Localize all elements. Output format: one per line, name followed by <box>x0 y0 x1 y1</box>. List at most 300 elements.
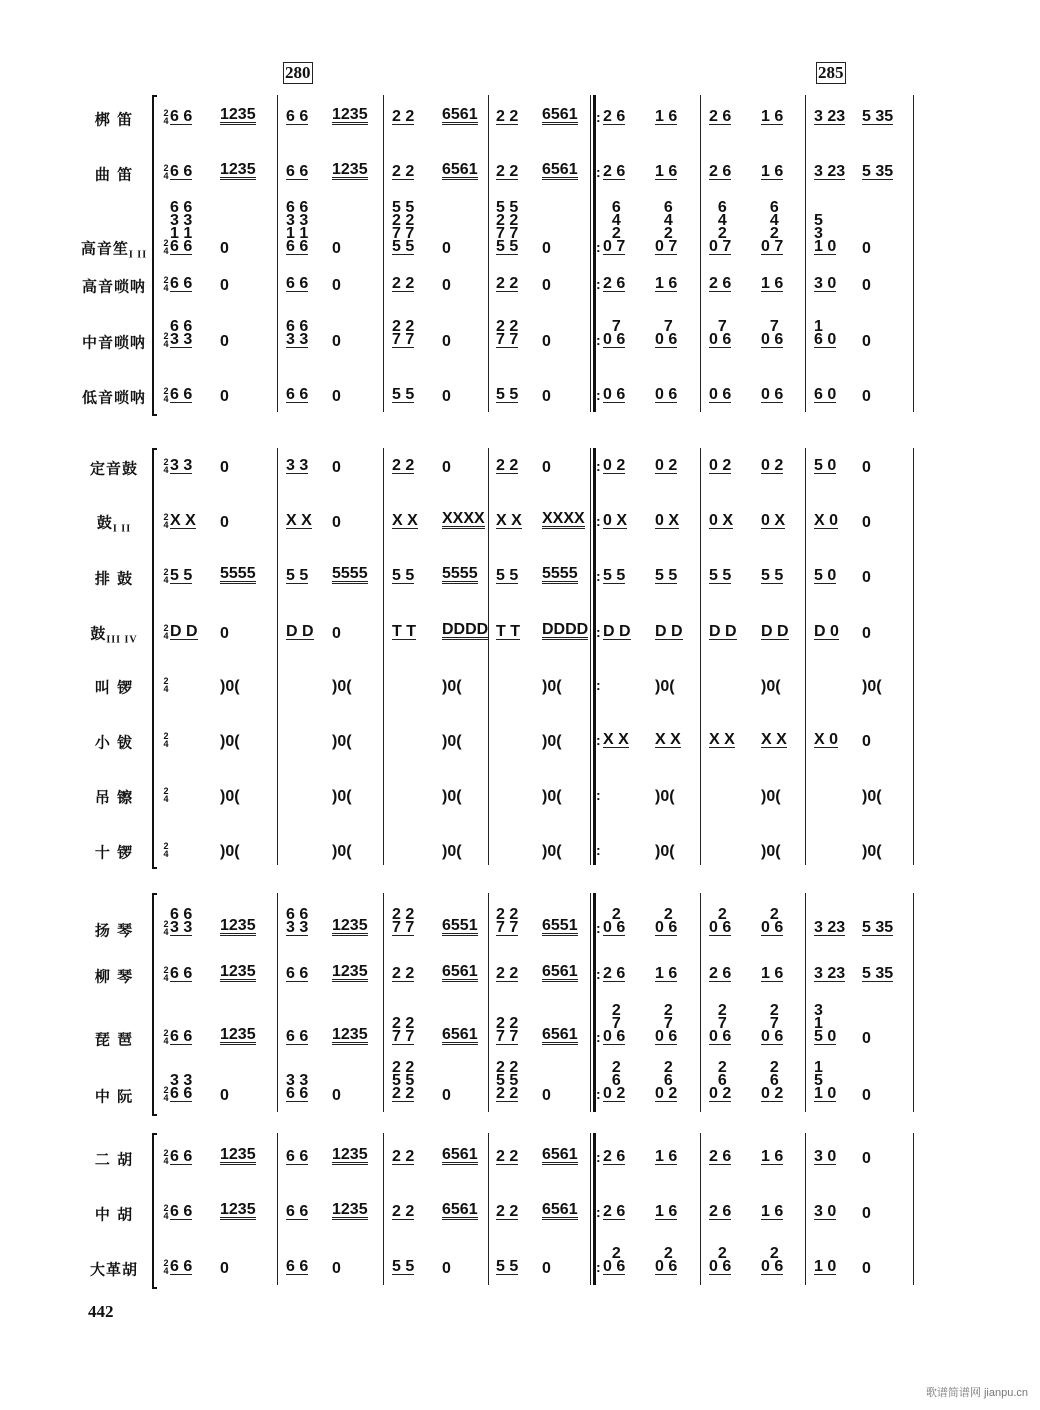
note-beat: 1 6 <box>761 965 784 982</box>
note-beat: 5 5 2 2 7 7 5 5 <box>496 199 519 255</box>
note-beat: 5 5 <box>392 567 415 584</box>
time-signature-top: 2 <box>163 731 169 741</box>
instrument-name: 柳 琴 <box>94 967 134 986</box>
time-signature-top: 2 <box>163 919 169 929</box>
note-beat: 0 X <box>709 512 734 529</box>
time-signature-top: 2 <box>163 786 169 796</box>
note-beat: 5 5 <box>496 386 519 403</box>
note-beat: 3 3 6 6 <box>170 1072 193 1102</box>
time-signature-top: 2 <box>163 1148 169 1158</box>
note-beat: )0( <box>220 843 240 860</box>
instrument-label <box>78 512 150 535</box>
note-beat: 5 3 1 0 <box>814 212 837 255</box>
note-beat: 5 0 <box>814 567 837 584</box>
note-beat: 6561 <box>442 1201 478 1218</box>
note-beat: 0 6 <box>655 386 678 403</box>
note-beat: 0 <box>332 240 341 257</box>
note-beat: )0( <box>655 788 675 805</box>
time-signature <box>162 109 170 125</box>
note-beat: 5555 <box>542 565 578 582</box>
time-signature-bottom: 4 <box>163 171 169 181</box>
note-beat: 6561 <box>542 1201 578 1218</box>
note-beat: 2 6 <box>709 163 732 180</box>
note-beat: 0 <box>542 388 551 405</box>
time-signature-bottom: 4 <box>163 973 169 983</box>
note-beat: )0( <box>332 788 352 805</box>
note-beat: 6 4 2 0 7 <box>709 199 732 255</box>
note-beat: X 0 <box>814 512 839 529</box>
note-beat: 1 6 <box>761 163 784 180</box>
note-beat: 5555 <box>332 565 368 582</box>
barline <box>913 95 914 412</box>
note-beat: 0 <box>332 1260 341 1277</box>
barline <box>913 448 914 865</box>
time-signature-top: 2 <box>163 108 169 118</box>
note-beat: 1 6 <box>655 275 678 292</box>
instrument-label <box>78 623 150 646</box>
instrument-label <box>78 109 150 130</box>
note-beat: )0( <box>442 733 462 750</box>
note-beat: 3 23 <box>814 919 846 936</box>
rehearsal-mark-280: 280 <box>285 63 311 82</box>
note-beat: 7 0 6 <box>761 318 784 348</box>
time-signature-bottom: 4 <box>163 246 169 256</box>
note-beat: 1235 <box>332 963 368 980</box>
time-signature-top: 2 <box>163 386 169 396</box>
instrument-part-numbers: I II <box>128 249 148 261</box>
instrument-label <box>78 1204 150 1225</box>
note-beat: 0 <box>862 388 871 405</box>
instrument-name: 低音唢呐 <box>81 388 146 407</box>
note-beat: 2 0 6 <box>761 906 784 936</box>
repeat-dots: : <box>596 332 601 348</box>
note-beat: 0 <box>332 625 341 642</box>
instrument-name: 中 胡 <box>94 1205 134 1224</box>
instrument-label <box>78 1259 150 1280</box>
note-beat: 5 35 <box>862 965 894 982</box>
note-beat: 0 <box>442 277 451 294</box>
note-beat: 3 0 <box>814 275 837 292</box>
note-beat: 1235 <box>332 1026 368 1043</box>
instrument-name: 中音唢呐 <box>81 333 146 352</box>
time-signature-top: 2 <box>163 512 169 522</box>
note-beat: )0( <box>542 788 562 805</box>
note-beat: 2 2 <box>392 1203 415 1220</box>
note-beat: 3 3 <box>170 457 193 474</box>
note-beat: X X <box>170 512 196 529</box>
instrument-label <box>78 332 150 353</box>
instrument-label <box>78 842 150 863</box>
repeat-dots: : <box>596 1204 601 1220</box>
time-signature-bottom: 4 <box>163 1036 169 1046</box>
time-signature-top: 2 <box>163 1203 169 1213</box>
note-beat: 2 2 7 7 <box>392 906 415 936</box>
note-beat: 2 2 <box>496 1148 519 1165</box>
note-beat: 2 6 <box>603 108 626 125</box>
repeat-dots: : <box>596 239 601 255</box>
time-signature-bottom: 4 <box>163 739 169 749</box>
barline <box>277 448 278 865</box>
note-beat: 0 <box>220 333 229 350</box>
note-beat: 2 2 <box>496 275 519 292</box>
note-beat: 0 <box>332 277 341 294</box>
note-beat: 6 6 <box>170 1028 193 1045</box>
time-signature <box>162 966 170 982</box>
time-signature <box>162 458 170 474</box>
time-signature-bottom: 4 <box>163 575 169 585</box>
note-beat: D 0 <box>814 623 839 640</box>
note-beat: 0 <box>862 1205 871 1222</box>
note-beat: 0 <box>862 1030 871 1047</box>
time-signature-bottom: 4 <box>163 1211 169 1221</box>
note-beat: 0 2 <box>761 457 784 474</box>
repeat-dots: : <box>596 568 601 584</box>
note-beat: X X <box>655 731 681 748</box>
note-beat: 1 6 <box>761 1203 784 1220</box>
note-beat: )0( <box>442 788 462 805</box>
time-signature-bottom: 4 <box>163 465 169 475</box>
note-beat: 6 6 3 3 <box>170 318 193 348</box>
note-beat: 2 0 6 <box>603 906 626 936</box>
note-beat: 6 6 <box>286 965 309 982</box>
repeat-dots: : <box>596 513 601 529</box>
time-signature <box>162 513 170 529</box>
repeat-dots: : <box>596 387 601 403</box>
time-signature <box>162 1086 170 1102</box>
note-beat: 6 4 2 0 7 <box>603 199 626 255</box>
note-beat: 1 6 <box>655 163 678 180</box>
repeat-dots: : <box>596 787 601 803</box>
note-beat: 0 <box>332 459 341 476</box>
time-signature <box>162 239 170 255</box>
note-beat: 0 <box>220 459 229 476</box>
time-signature <box>162 1149 170 1165</box>
instrument-name: 叫 锣 <box>94 678 134 697</box>
note-beat: 6 6 <box>286 1028 309 1045</box>
note-beat: 5 5 <box>392 386 415 403</box>
note-beat: 2 2 <box>392 457 415 474</box>
instrument-label <box>78 276 150 297</box>
note-beat: 1 6 <box>761 1148 784 1165</box>
note-beat: 0 6 <box>709 386 732 403</box>
time-signature <box>162 732 170 748</box>
note-beat: 5 5 <box>603 567 626 584</box>
time-signature <box>162 387 170 403</box>
note-beat: 6 6 <box>286 386 309 403</box>
note-beat: 6 6 <box>286 275 309 292</box>
note-beat: 5 5 <box>761 567 784 584</box>
note-beat: D D <box>170 623 198 640</box>
note-beat: 1235 <box>220 917 256 934</box>
note-beat: D D <box>761 623 789 640</box>
note-beat: )0( <box>655 678 675 695</box>
barline <box>913 893 914 1112</box>
note-beat: )0( <box>332 678 352 695</box>
barline <box>805 1133 806 1285</box>
instrument-label <box>78 1029 150 1050</box>
note-beat: 0 <box>862 1150 871 1167</box>
instrument-part-numbers: III IV <box>106 634 138 646</box>
note-beat: 6 0 <box>814 386 837 403</box>
note-beat: 5 5 <box>655 567 678 584</box>
time-signature <box>162 164 170 180</box>
note-beat: XXXX <box>542 510 585 527</box>
instrument-name: 琵 琶 <box>94 1030 134 1049</box>
note-beat: 2 0 6 <box>655 1245 678 1275</box>
note-beat: 6 6 <box>286 1203 309 1220</box>
repeat-dots: : <box>596 732 601 748</box>
note-beat: 2 2 7 7 <box>496 906 519 936</box>
repeat-dots: : <box>596 1259 601 1275</box>
note-beat: D D <box>603 623 631 640</box>
time-signature-bottom: 4 <box>163 794 169 804</box>
note-beat: 2 0 6 <box>709 1245 732 1275</box>
note-beat: 3 23 <box>814 163 846 180</box>
note-beat: 5 0 <box>814 457 837 474</box>
note-beat: 0 X <box>603 512 628 529</box>
note-beat: 0 <box>542 459 551 476</box>
note-beat: 0 <box>220 1087 229 1104</box>
note-beat: 0 <box>862 733 871 750</box>
note-beat: 0 <box>542 240 551 257</box>
barline <box>277 95 278 412</box>
note-beat: 6551 <box>542 917 578 934</box>
time-signature-top: 2 <box>163 238 169 248</box>
note-beat: 2 6 <box>603 1148 626 1165</box>
note-beat: 0 2 <box>655 457 678 474</box>
repeat-dots: : <box>596 624 601 640</box>
note-beat: 0 <box>442 388 451 405</box>
note-beat: )0( <box>332 733 352 750</box>
note-beat: DDDD <box>542 621 589 638</box>
note-beat: 0 <box>332 1087 341 1104</box>
note-beat: 2 2 7 7 <box>496 318 519 348</box>
note-beat: 3 0 <box>814 1203 837 1220</box>
note-beat: 0 <box>862 1260 871 1277</box>
note-beat: 5555 <box>220 565 256 582</box>
note-beat: 1 5 1 0 <box>814 1059 837 1102</box>
barline <box>700 95 701 412</box>
note-beat: )0( <box>862 678 882 695</box>
note-beat: 6 4 2 0 7 <box>761 199 784 255</box>
time-signature-top: 2 <box>163 841 169 851</box>
note-beat: )0( <box>862 788 882 805</box>
time-signature-top: 2 <box>163 965 169 975</box>
repeat-dots: : <box>596 109 601 125</box>
note-beat: 3 23 <box>814 965 846 982</box>
barline <box>700 893 701 1112</box>
barline <box>700 448 701 865</box>
time-signature-bottom: 4 <box>163 283 169 293</box>
barline <box>805 448 806 865</box>
note-beat: 1 6 <box>655 1203 678 1220</box>
note-beat: 0 <box>220 1260 229 1277</box>
note-beat: 1235 <box>220 1146 256 1163</box>
note-beat: 2 0 6 <box>709 906 732 936</box>
note-beat: 5 35 <box>862 919 894 936</box>
time-signature-bottom: 4 <box>163 849 169 859</box>
note-beat: 0 <box>862 569 871 586</box>
note-beat: 6 6 3 3 1 1 6 6 <box>170 199 193 255</box>
note-beat: 2 2 <box>496 965 519 982</box>
note-beat: 2 2 <box>392 275 415 292</box>
instrument-part-numbers: I II <box>112 523 132 535</box>
note-beat: 2 6 <box>603 163 626 180</box>
time-signature <box>162 1204 170 1220</box>
note-beat: 2 2 5 5 2 2 <box>392 1059 415 1102</box>
time-signature-bottom: 4 <box>163 1093 169 1103</box>
note-beat: 1235 <box>332 1201 368 1218</box>
note-beat: 2 2 <box>496 163 519 180</box>
instrument-name: 二 胡 <box>94 1150 134 1169</box>
instrument-name: 扬 琴 <box>94 921 134 940</box>
note-beat: 6561 <box>442 106 478 123</box>
instrument-label <box>78 387 150 408</box>
note-beat: 2 7 0 6 <box>709 1002 732 1045</box>
note-beat: 0 2 <box>603 457 626 474</box>
group-bracket <box>152 893 157 1116</box>
time-signature-bottom: 4 <box>163 1266 169 1276</box>
note-beat: 0 <box>862 625 871 642</box>
note-beat: D D <box>286 623 314 640</box>
note-beat: 2 2 7 7 <box>496 1015 519 1045</box>
note-beat: 2 2 7 7 <box>392 1015 415 1045</box>
note-beat: 1235 <box>220 1201 256 1218</box>
instrument-label <box>78 732 150 753</box>
note-beat: )0( <box>655 843 675 860</box>
note-beat: 6551 <box>442 917 478 934</box>
note-beat: 6561 <box>442 963 478 980</box>
instrument-name: 梆 笛 <box>94 110 134 129</box>
group-bracket <box>152 95 157 416</box>
note-beat: 2 6 <box>603 1203 626 1220</box>
instrument-name: 吊 镲 <box>94 788 134 807</box>
note-beat: 0 <box>442 333 451 350</box>
note-beat: 5 5 <box>709 567 732 584</box>
note-beat: 0 6 <box>603 386 626 403</box>
note-beat: 0 6 <box>761 386 784 403</box>
note-beat: 1 6 <box>655 965 678 982</box>
time-signature <box>162 677 170 693</box>
instrument-name: 十 锣 <box>94 843 134 862</box>
note-beat: 1 6 <box>655 1148 678 1165</box>
time-signature <box>162 276 170 292</box>
note-beat: 0 2 <box>709 457 732 474</box>
instrument-name: 高音唢呐 <box>81 277 146 296</box>
note-beat: 5555 <box>442 565 478 582</box>
instrument-label <box>78 164 150 185</box>
time-signature-top: 2 <box>163 457 169 467</box>
instrument-label <box>78 1086 150 1107</box>
note-beat: )0( <box>220 733 240 750</box>
note-beat: 0 <box>332 388 341 405</box>
note-beat: D D <box>709 623 737 640</box>
note-beat: 0 <box>220 388 229 405</box>
barline <box>913 1133 914 1285</box>
barline <box>383 95 384 412</box>
note-beat: 0 <box>862 277 871 294</box>
note-beat: 1 6 0 <box>814 318 837 348</box>
repeat-dots: : <box>596 1086 601 1102</box>
time-signature-top: 2 <box>163 1085 169 1095</box>
watermark: 歌谱简谱网 jianpu.cn <box>925 1387 1028 1399</box>
note-beat: 2 2 5 5 2 2 <box>496 1059 519 1102</box>
note-beat: 3 0 <box>814 1148 837 1165</box>
instrument-label <box>78 920 150 941</box>
time-signature-top: 2 <box>163 163 169 173</box>
note-beat: 2 0 6 <box>655 906 678 936</box>
time-signature-bottom: 4 <box>163 927 169 937</box>
note-beat: 0 <box>862 333 871 350</box>
note-beat: 1 6 <box>655 108 678 125</box>
barline <box>277 893 278 1112</box>
note-beat: 2 2 <box>496 1203 519 1220</box>
instrument-name: 排 鼓 <box>94 569 134 588</box>
note-beat: 1235 <box>332 917 368 934</box>
instrument-label <box>78 966 150 987</box>
note-beat: 0 <box>542 333 551 350</box>
note-beat: 2 6 <box>709 1203 732 1220</box>
note-beat: 1235 <box>332 161 368 178</box>
note-beat: 1235 <box>220 161 256 178</box>
time-signature-bottom: 4 <box>163 116 169 126</box>
note-beat: 2 2 <box>392 965 415 982</box>
note-beat: 2 2 7 7 <box>392 318 415 348</box>
note-beat: 5 5 <box>286 567 309 584</box>
note-beat: 2 6 <box>603 965 626 982</box>
instrument-name: 大革胡 <box>89 1260 138 1279</box>
barline <box>383 1133 384 1285</box>
note-beat: )0( <box>220 788 240 805</box>
note-beat: 1235 <box>220 106 256 123</box>
note-beat: )0( <box>332 843 352 860</box>
note-beat: 2 2 <box>496 457 519 474</box>
note-beat: 6561 <box>442 1026 478 1043</box>
note-beat: 2 7 0 6 <box>603 1002 626 1045</box>
barline <box>488 95 489 412</box>
note-beat: 0 <box>442 1260 451 1277</box>
note-beat: 5 5 2 2 7 7 5 5 <box>392 199 415 255</box>
note-beat: X X <box>709 731 735 748</box>
note-beat: X X <box>286 512 312 529</box>
note-beat: 0 <box>332 333 341 350</box>
group-bracket <box>152 1133 157 1289</box>
note-beat: 1235 <box>220 963 256 980</box>
note-beat: 6 6 3 3 <box>286 318 309 348</box>
note-beat: X X <box>392 512 418 529</box>
repeat-dots: : <box>596 920 601 936</box>
note-beat: 0 <box>862 1087 871 1104</box>
time-signature-bottom: 4 <box>163 520 169 530</box>
note-beat: )0( <box>542 733 562 750</box>
note-beat: T T <box>496 623 520 640</box>
note-beat: 2 6 0 2 <box>655 1059 678 1102</box>
note-beat: 0 X <box>761 512 786 529</box>
time-signature-bottom: 4 <box>163 631 169 641</box>
note-beat: 0 <box>332 514 341 531</box>
group-bracket <box>152 448 157 869</box>
instrument-label <box>78 568 150 589</box>
note-beat: 2 6 0 2 <box>603 1059 626 1102</box>
note-beat: D D <box>655 623 683 640</box>
note-beat: )0( <box>442 678 462 695</box>
time-signature-top: 2 <box>163 676 169 686</box>
time-signature <box>162 332 170 348</box>
repeat-dots: : <box>596 966 601 982</box>
repeat-dots: : <box>596 1029 601 1045</box>
time-signature-top: 2 <box>163 623 169 633</box>
note-beat: 2 6 0 2 <box>761 1059 784 1102</box>
